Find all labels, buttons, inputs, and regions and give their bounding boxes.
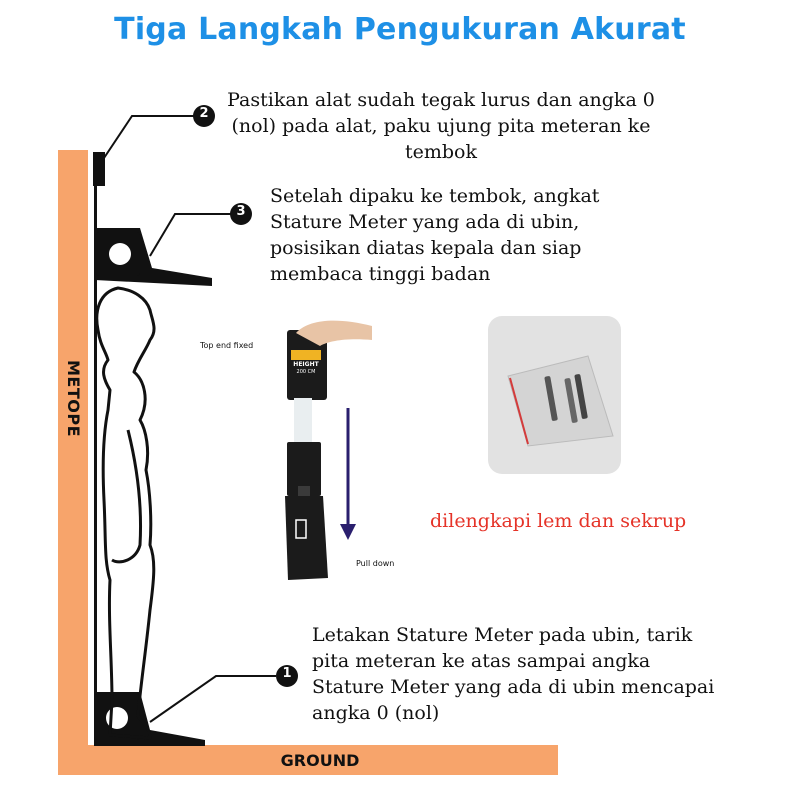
badge-number-1: 1: [282, 666, 292, 681]
wall-label: METOPE: [64, 360, 83, 438]
screw-bag-image: [488, 316, 621, 474]
ground-label: GROUND: [280, 751, 360, 770]
callout-line-1: [150, 676, 276, 722]
device-photo: [285, 321, 372, 580]
person-outline: [97, 288, 154, 738]
step-2-text: Pastikan alat sudah tegak lurus dan angka 0 (nol) pada alat, paku ujung pita meteran ke tembok: [227, 89, 655, 163]
wall: [58, 150, 88, 775]
badge-number-2: 2: [199, 106, 209, 121]
tape-top-mount: [93, 152, 105, 186]
accessories-caption: dilengkapi lem dan sekrup: [430, 510, 687, 532]
callout-line-3: [150, 214, 232, 256]
badge-number-3: 3: [236, 204, 246, 219]
device-height-label: HEIGHT: [293, 361, 319, 368]
stature-meter-top: [95, 228, 212, 286]
accessories-photo: [488, 316, 621, 474]
top-end-label: Top end fixed: [200, 341, 254, 350]
page-title: Tiga Langkah Pengukuran Akurat: [114, 12, 686, 47]
pull-down-label: Pull down: [356, 559, 395, 568]
callout-line-2: [104, 116, 194, 158]
step-1-text: Letakan Stature Meter pada ubin, tarik pita meteran ke atas sampai angka Stature Meter yang ada di ubin mencapai angka 0 (nol): [312, 624, 715, 724]
device-range-label: 200 CM: [296, 369, 316, 375]
person-arm: [112, 430, 141, 562]
step-3-text: Setelah dipaku ke tembok, angkat Stature Meter yang ada di ubin, posisikan diatas kepala dan siap membaca tinggi badan: [270, 185, 600, 285]
